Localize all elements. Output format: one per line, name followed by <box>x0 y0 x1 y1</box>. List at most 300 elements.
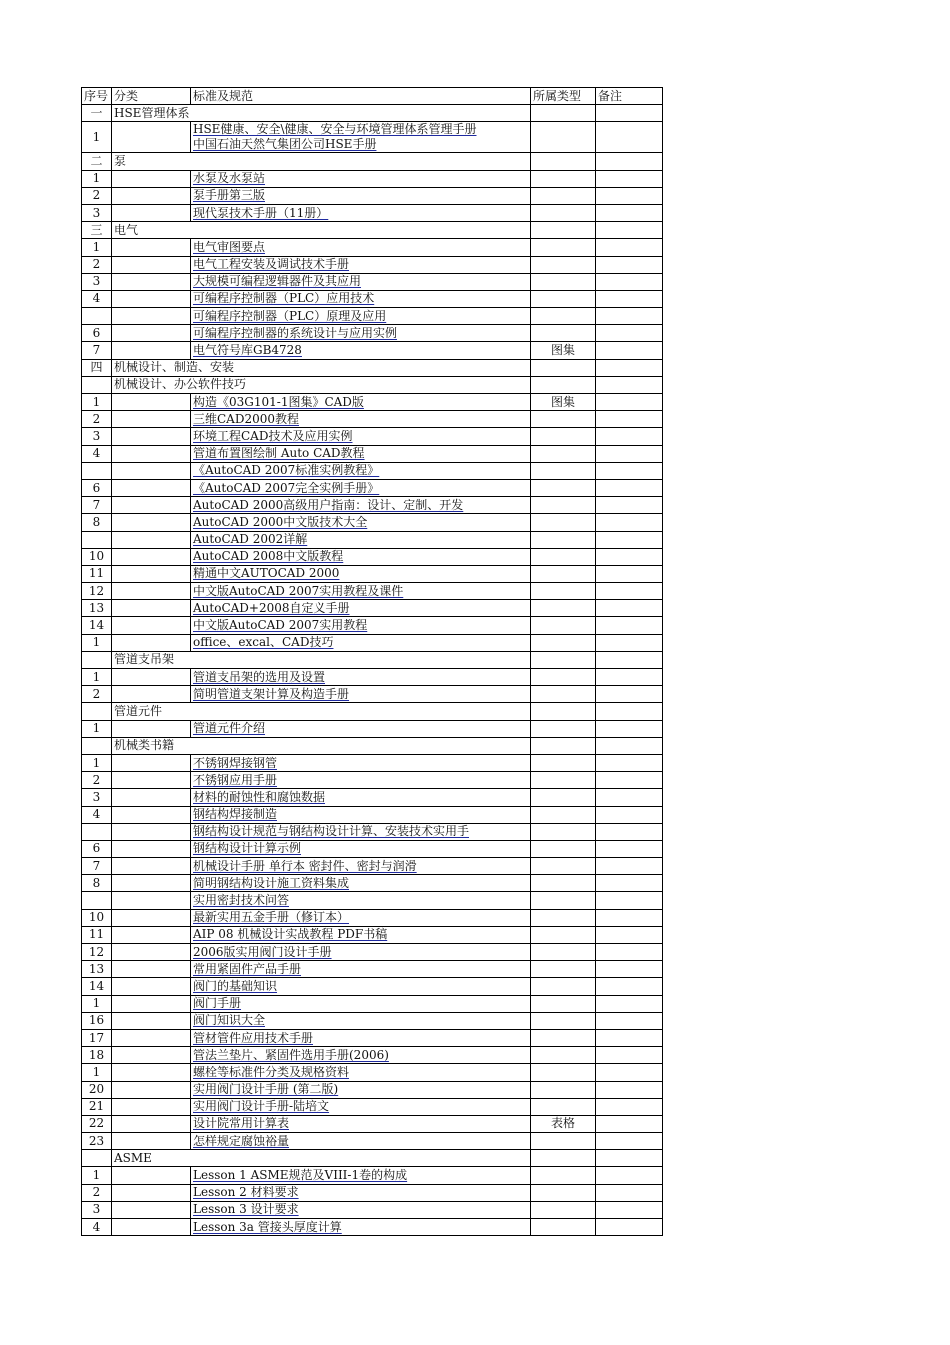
category-cell <box>112 754 191 771</box>
standard-title <box>191 1133 531 1150</box>
remark-cell <box>596 583 663 600</box>
document-link[interactable]: 《AutoCAD 2007完全实例手册》 <box>193 480 380 495</box>
remark-cell <box>596 1133 663 1150</box>
row-number: 11 <box>82 926 112 943</box>
type-cell: 图集 <box>531 394 596 411</box>
category-cell <box>112 789 191 806</box>
row-number: 2 <box>82 686 112 703</box>
remark-cell <box>596 394 663 411</box>
standard-title <box>191 1201 531 1218</box>
type-cell <box>531 497 596 514</box>
category-cell <box>112 565 191 582</box>
type-cell <box>531 531 596 548</box>
section-row <box>82 153 663 170</box>
type-cell <box>531 256 596 273</box>
table-row <box>82 565 663 582</box>
remark-cell <box>596 1167 663 1184</box>
table-row <box>82 600 663 617</box>
category-cell <box>112 308 191 325</box>
table-row <box>82 858 663 875</box>
document-link[interactable]: 简明管道支架计算及构造手册 <box>193 686 350 701</box>
type-cell <box>531 428 596 445</box>
remark-cell <box>596 875 663 892</box>
remark-cell <box>596 548 663 565</box>
type-cell <box>531 686 596 703</box>
standard-title <box>191 720 531 737</box>
remark-cell <box>596 1064 663 1081</box>
table-row <box>82 497 663 514</box>
document-link[interactable]: 常用紧固件产品手册 <box>193 961 302 976</box>
type-cell <box>531 514 596 531</box>
remark-cell <box>596 720 663 737</box>
remark-cell <box>596 634 663 651</box>
table-row <box>82 1167 663 1184</box>
document-link[interactable]: 不锈钢焊接钢管 <box>193 755 278 770</box>
document-link[interactable]: Lesson 3 设计要求 <box>193 1202 299 1217</box>
standard-title <box>191 926 531 943</box>
remark-cell <box>596 565 663 582</box>
document-link[interactable]: 阀门的基础知识 <box>193 978 278 993</box>
type-cell <box>531 239 596 256</box>
standard-title <box>191 325 531 342</box>
row-number: 1 <box>82 170 112 187</box>
row-number: 14 <box>82 978 112 995</box>
table-row <box>82 1219 663 1236</box>
row-number: 22 <box>82 1115 112 1132</box>
remark-cell <box>596 1098 663 1115</box>
row-number: 2 <box>82 411 112 428</box>
remark-cell <box>596 411 663 428</box>
standard-title <box>191 806 531 823</box>
remark-cell <box>596 600 663 617</box>
category-cell <box>112 1029 191 1046</box>
remark-cell <box>596 1201 663 1218</box>
category-cell <box>112 823 191 840</box>
category-cell <box>112 892 191 909</box>
category-label: 电气 <box>112 222 191 239</box>
document-link[interactable]: 可编程序控制器的系统设计与应用实例 <box>193 325 398 340</box>
row-number: 3 <box>82 273 112 290</box>
document-link[interactable]: 管道支吊架的选用及设置 <box>193 669 326 684</box>
document-link[interactable]: AutoCAD 2008中文版教程 <box>193 549 344 564</box>
standard-title <box>191 394 531 411</box>
category-cell <box>112 583 191 600</box>
remark-cell <box>596 754 663 771</box>
table-row <box>82 995 663 1012</box>
category-cell <box>112 1115 191 1132</box>
standard-title <box>191 1167 531 1184</box>
table-row <box>82 308 663 325</box>
table-row <box>82 823 663 840</box>
remark-cell <box>596 789 663 806</box>
document-link[interactable]: AutoCAD+2008自定义手册 <box>193 600 350 615</box>
row-number: 8 <box>82 514 112 531</box>
document-link[interactable]: Lesson 1 ASME规范及VIII-1卷的构成 <box>193 1168 408 1183</box>
standard-title <box>191 909 531 926</box>
row-number: 7 <box>82 858 112 875</box>
document-link[interactable]: 怎样规定腐蚀裕量 <box>193 1133 290 1148</box>
type-cell <box>531 222 596 239</box>
row-number <box>82 703 112 720</box>
document-link[interactable]: 实用阀门设计手册 (第二版) <box>193 1082 339 1097</box>
row-number: 2 <box>82 256 112 273</box>
remark-cell <box>596 1081 663 1098</box>
row-number: 4 <box>82 445 112 462</box>
row-number: 14 <box>82 617 112 634</box>
row-number <box>82 376 112 393</box>
document-link[interactable]: Lesson 2 材料要求 <box>193 1185 299 1200</box>
category-cell <box>112 978 191 995</box>
category-cell <box>112 669 191 686</box>
remark-cell <box>596 170 663 187</box>
standard-cell <box>191 737 531 754</box>
document-link[interactable]: 环境工程CAD技术及应用实例 <box>193 428 353 443</box>
standard-title <box>191 256 531 273</box>
document-link[interactable]: 实用密封技术问答 <box>193 893 290 908</box>
type-cell <box>531 789 596 806</box>
standard-title <box>191 548 531 565</box>
standard-title <box>191 290 531 307</box>
row-number: 21 <box>82 1098 112 1115</box>
category-cell <box>112 617 191 634</box>
type-cell <box>531 840 596 857</box>
table-row <box>82 290 663 307</box>
category-cell <box>112 1167 191 1184</box>
category-cell <box>112 325 191 342</box>
remark-cell <box>596 290 663 307</box>
remark-cell <box>596 651 663 668</box>
type-cell <box>531 308 596 325</box>
type-cell <box>531 204 596 221</box>
remark-cell <box>596 669 663 686</box>
document-link[interactable]: office、excal、CAD技巧 <box>193 635 334 650</box>
category-cell <box>112 548 191 565</box>
table-row <box>82 686 663 703</box>
type-cell <box>531 376 596 393</box>
table-row <box>82 256 663 273</box>
document-link[interactable]: 管法兰垫片、紧固件选用手册(2006) <box>193 1047 389 1062</box>
table-row <box>82 909 663 926</box>
row-number: 1 <box>82 122 112 153</box>
row-number: 1 <box>82 634 112 651</box>
category-cell <box>112 497 191 514</box>
document-link[interactable]: 不锈钢应用手册 <box>193 772 278 787</box>
type-cell <box>531 411 596 428</box>
remark-cell <box>596 840 663 857</box>
table-row <box>82 122 663 153</box>
row-number: 6 <box>82 325 112 342</box>
type-cell <box>531 170 596 187</box>
row-number: 3 <box>82 789 112 806</box>
category-cell <box>112 445 191 462</box>
row-number: 17 <box>82 1029 112 1046</box>
category-label: 管道元件 <box>112 703 191 720</box>
document-link[interactable]: AutoCAD 2000高级用户指南：设计、定制、开发 <box>193 497 464 512</box>
standard-title <box>191 1029 531 1046</box>
document-link[interactable]: 三维CAD2000教程 <box>193 411 300 426</box>
category-cell <box>112 875 191 892</box>
document-link[interactable]: 管道布置图绘制 Auto CAD教程 <box>193 446 365 461</box>
category-cell <box>112 909 191 926</box>
row-number: 1 <box>82 1064 112 1081</box>
table-row <box>82 754 663 771</box>
table-row <box>82 1201 663 1218</box>
remark-cell <box>596 187 663 204</box>
category-cell <box>112 634 191 651</box>
category-cell <box>112 1133 191 1150</box>
category-cell <box>112 1081 191 1098</box>
remark-cell <box>596 256 663 273</box>
standard-title <box>191 617 531 634</box>
type-cell <box>531 565 596 582</box>
remark-cell <box>596 823 663 840</box>
standard-title <box>191 411 531 428</box>
standard-cell <box>191 651 531 668</box>
table-row <box>82 892 663 909</box>
header-remark: 备注 <box>596 88 663 105</box>
type-cell <box>531 823 596 840</box>
row-number: 2 <box>82 187 112 204</box>
row-number: 1 <box>82 669 112 686</box>
row-number: 4 <box>82 290 112 307</box>
row-number: 11 <box>82 565 112 582</box>
document-link[interactable]: 电气符号库GB4728 <box>193 343 302 358</box>
document-link[interactable]: 大规模可编程逻辑器件及其应用 <box>193 274 362 289</box>
standard-title <box>191 342 531 359</box>
category-cell <box>112 1184 191 1201</box>
row-number: 7 <box>82 497 112 514</box>
standards-table <box>81 87 663 1236</box>
type-cell <box>531 909 596 926</box>
header-standard: 标准及规范 <box>191 88 531 105</box>
document-link[interactable]: 管道元件介绍 <box>193 721 266 736</box>
document-link[interactable]: 材料的耐蚀性和腐蚀数据 <box>193 789 326 804</box>
standard-cell <box>191 359 531 376</box>
standard-title <box>191 122 531 153</box>
remark-cell <box>596 239 663 256</box>
document-link[interactable]: AIP 08 机械设计实战教程 PDF书稿 <box>193 927 388 942</box>
table-row <box>82 1184 663 1201</box>
type-cell <box>531 1012 596 1029</box>
row-number: 18 <box>82 1047 112 1064</box>
remark-cell <box>596 1047 663 1064</box>
section-row <box>82 105 663 122</box>
document-link[interactable]: Lesson 3a 管接头厚度计算 <box>193 1219 342 1234</box>
row-number: 1 <box>82 1167 112 1184</box>
document-link[interactable]: 电气审图要点 <box>193 239 266 254</box>
document-link[interactable]: 钢结构设计规范与钢结构设计计算、安装技术实用手 <box>193 824 470 839</box>
subsection-row <box>82 703 663 720</box>
row-number <box>82 823 112 840</box>
row-number: 3 <box>82 1201 112 1218</box>
document-link[interactable]: 设计院常用计算表 <box>193 1116 290 1131</box>
document-link[interactable]: 可编程序控制器（PLC）应用技术 <box>193 291 375 306</box>
row-number <box>82 308 112 325</box>
document-link[interactable]: 精通中文AUTOCAD 2000 <box>193 566 340 581</box>
type-cell <box>531 290 596 307</box>
document-link[interactable]: 泵手册第三版 <box>193 188 266 203</box>
document-link[interactable]: 可编程序控制器（PLC）原理及应用 <box>193 308 387 323</box>
standard-title <box>191 1219 531 1236</box>
type-cell: 表格 <box>531 1115 596 1132</box>
document-link[interactable]: 阀门知识大全 <box>193 1013 266 1028</box>
row-number <box>82 531 112 548</box>
standard-title <box>191 892 531 909</box>
document-link[interactable]: 《AutoCAD 2007标准实例教程》 <box>193 463 380 478</box>
type-cell <box>531 617 596 634</box>
table-row <box>82 428 663 445</box>
standard-title <box>191 1047 531 1064</box>
standard-title <box>191 514 531 531</box>
type-cell <box>531 720 596 737</box>
document-link[interactable]: 螺栓等标准件分类及规格资料 <box>193 1064 350 1079</box>
table-row <box>82 944 663 961</box>
row-number: 3 <box>82 204 112 221</box>
type-cell <box>531 359 596 376</box>
remark-cell <box>596 772 663 789</box>
document-link[interactable]: 水泵及水泵站 <box>193 171 266 186</box>
type-cell <box>531 944 596 961</box>
standard-title <box>191 583 531 600</box>
table-row <box>82 342 663 359</box>
row-number: 6 <box>82 479 112 496</box>
type-cell <box>531 1150 596 1167</box>
document-link[interactable]: 构造《03G101-1图集》CAD版 <box>193 394 364 409</box>
remark-cell <box>596 995 663 1012</box>
remark-cell <box>596 1150 663 1167</box>
document-link[interactable]: AutoCAD 2002详解 <box>193 532 308 547</box>
standard-cell <box>191 222 531 239</box>
row-number: 二 <box>82 153 112 170</box>
table-row <box>82 617 663 634</box>
document-link[interactable]: HSE健康、安全\健康、安全与环境管理体系管理手册 <box>193 122 477 137</box>
document-link[interactable]: 中文版AutoCAD 2007实用教程 <box>193 618 368 633</box>
document-link[interactable]: AutoCAD 2000中文版技术大全 <box>193 514 368 529</box>
header-row <box>82 88 663 105</box>
remark-cell <box>596 961 663 978</box>
standard-title <box>191 600 531 617</box>
category-cell <box>112 514 191 531</box>
row-number: 13 <box>82 961 112 978</box>
row-number: 12 <box>82 583 112 600</box>
remark-cell <box>596 703 663 720</box>
standard-cell <box>191 153 531 170</box>
category-cell <box>112 840 191 857</box>
row-number: 7 <box>82 342 112 359</box>
category-cell <box>112 995 191 1012</box>
remark-cell <box>596 978 663 995</box>
subsection-row <box>82 651 663 668</box>
table-row <box>82 1064 663 1081</box>
category-cell <box>112 772 191 789</box>
table-row <box>82 720 663 737</box>
table-row <box>82 548 663 565</box>
standard-title <box>191 995 531 1012</box>
document-link[interactable]: 阀门手册 <box>193 996 242 1011</box>
document-link[interactable]: 现代泵技术手册（11册） <box>193 205 329 220</box>
type-cell <box>531 1047 596 1064</box>
document-link[interactable]: 钢结构设计计算示例 <box>193 841 302 856</box>
document-link[interactable]: 中国石油天然气集团公司HSE手册 <box>193 137 377 152</box>
row-number: 4 <box>82 806 112 823</box>
subsection-row <box>82 1150 663 1167</box>
table-row <box>82 926 663 943</box>
standard-title <box>191 686 531 703</box>
standard-title <box>191 565 531 582</box>
standard-title <box>191 273 531 290</box>
category-cell <box>112 806 191 823</box>
category-cell <box>112 394 191 411</box>
type-cell <box>531 479 596 496</box>
category-cell <box>112 187 191 204</box>
type-cell <box>531 153 596 170</box>
remark-cell <box>596 858 663 875</box>
type-cell <box>531 1098 596 1115</box>
standard-title <box>191 497 531 514</box>
document-link[interactable]: 最新实用五金手册（修订本） <box>193 910 350 925</box>
row-number: 2 <box>82 1184 112 1201</box>
standard-title <box>191 462 531 479</box>
document-link[interactable]: 钢结构焊接制造 <box>193 807 278 822</box>
document-link[interactable]: 机械设计手册 单行本 密封件、密封与润滑 <box>193 858 417 873</box>
type-cell <box>531 273 596 290</box>
document-link[interactable]: 2006版实用阀门设计手册 <box>193 944 332 959</box>
table-row <box>82 394 663 411</box>
document-link[interactable]: 电气工程安装及调试技术手册 <box>193 257 350 272</box>
table-row <box>82 204 663 221</box>
category-cell <box>112 170 191 187</box>
category-cell <box>112 273 191 290</box>
type-cell <box>531 187 596 204</box>
type-cell <box>531 1184 596 1201</box>
table-row <box>82 514 663 531</box>
type-cell <box>531 1219 596 1236</box>
document-link[interactable]: 简明钢结构设计施工资料集成 <box>193 875 350 890</box>
standard-title <box>191 170 531 187</box>
remark-cell <box>596 1115 663 1132</box>
table-row <box>82 1098 663 1115</box>
standard-title <box>191 634 531 651</box>
document-link[interactable]: 中文版AutoCAD 2007实用教程及课件 <box>193 583 404 598</box>
type-cell <box>531 583 596 600</box>
standard-cell <box>191 703 531 720</box>
standard-title <box>191 961 531 978</box>
remark-cell <box>596 1012 663 1029</box>
category-cell <box>112 1047 191 1064</box>
document-link[interactable]: 管材管件应用技术手册 <box>193 1030 314 1045</box>
type-cell <box>531 634 596 651</box>
document-link[interactable]: 实用阀门设计手册-陆培文 <box>193 1099 330 1114</box>
remark-cell <box>596 514 663 531</box>
remark-cell <box>596 204 663 221</box>
row-number: 16 <box>82 1012 112 1029</box>
standard-title <box>191 1081 531 1098</box>
row-number: 4 <box>82 1219 112 1236</box>
row-number: 10 <box>82 548 112 565</box>
remark-cell <box>596 428 663 445</box>
table-row <box>82 961 663 978</box>
standard-title <box>191 239 531 256</box>
type-cell <box>531 1201 596 1218</box>
category-cell <box>112 1064 191 1081</box>
type-cell <box>531 600 596 617</box>
remark-cell <box>596 222 663 239</box>
standard-cell <box>191 105 531 122</box>
standard-title <box>191 858 531 875</box>
table-row <box>82 1133 663 1150</box>
type-cell <box>531 1064 596 1081</box>
category-cell <box>112 462 191 479</box>
